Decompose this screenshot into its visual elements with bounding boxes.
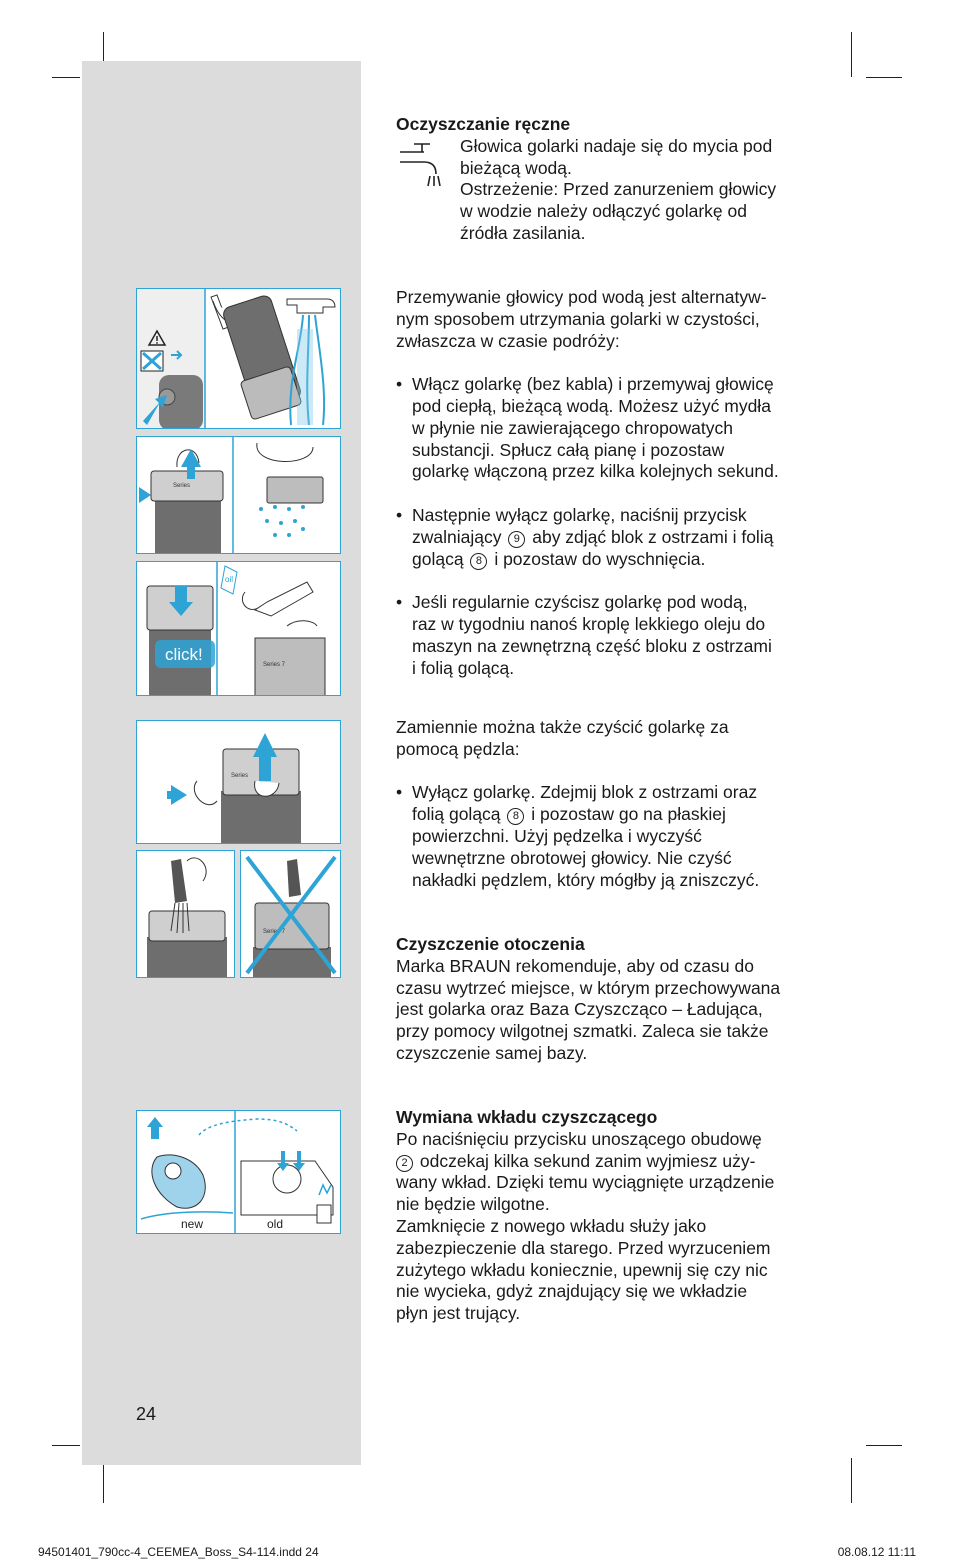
figure-brush-cutter — [136, 850, 235, 978]
section-cartridge — [396, 1107, 826, 1325]
crop-mark — [851, 32, 852, 77]
text-line: Przemywanie głowicy pod wodą jest alternatyw- — [396, 287, 767, 307]
text-line: pomocą pędzla: — [396, 738, 520, 759]
heading-surroundings: Czyszczenie otoczenia — [396, 934, 585, 954]
figure-remove-foil — [136, 720, 341, 844]
click-label: click! — [165, 645, 203, 664]
text-line: Wyłącz golarkę. Zdejmij blok z ostrzami oraz — [412, 782, 758, 803]
crop-mark — [52, 1445, 80, 1446]
text-line: wany wkład. Dzięki temu wyciągnięte urządzenie — [396, 1172, 775, 1193]
bullet-rinse-warm-water — [396, 374, 826, 483]
bullet-dot: • — [396, 504, 403, 525]
text-fragment: i pozostaw do wyschnięcia. — [494, 548, 706, 569]
series-label: Series — [231, 773, 249, 779]
text-line: substancji. Spłucz całą pianę i pozostaw — [412, 439, 725, 460]
crop-mark — [52, 77, 80, 78]
text-line: płyn jest trujący. — [396, 1303, 521, 1324]
heading-cartridge: Wymiana wkładu czyszczącego — [396, 1107, 658, 1127]
section-rinse — [396, 287, 826, 679]
text-line: Ostrzeżenie: Przed zanurzeniem głowicy — [460, 179, 777, 200]
figure-click-and-oil — [136, 561, 341, 696]
bullet-brush — [396, 782, 826, 891]
bullet-remove-and-dry — [396, 505, 826, 570]
text-fragment: aby zdjąć blok z ostrzami i folią — [532, 526, 774, 547]
text-line: pod ciepłą, bieżącą wodą. Możesz użyć mydła — [412, 395, 771, 416]
crop-mark — [866, 1445, 902, 1446]
text-line: wewnętrzne obrotowej głowicy. Nie czyść — [412, 847, 732, 868]
text-line: nie będzie wilgotne. — [396, 1194, 550, 1215]
text-line: nym sposobem utrzymania golarki w czystości, — [396, 308, 760, 329]
text-line: nakładki pędzlem, który mógłby ją zniszczyć. — [412, 869, 760, 890]
section-brush-cleaning — [396, 717, 826, 891]
text-line: raz w tygodniu nanoś kroplę lekkiego oleju do — [412, 613, 766, 634]
text-fragment: odczekaj kilka sekund zanim wyjmiesz uży- — [419, 1150, 756, 1171]
oil-label: oil — [225, 575, 234, 584]
page-number: 24 — [136, 1404, 157, 1424]
crop-mark — [866, 77, 902, 78]
text-fragment: zwalniający — [412, 526, 502, 547]
bullet-dot: • — [396, 782, 403, 803]
footer-timestamp: 08.08.12 11:11 — [837, 1545, 916, 1559]
text-line: i folią golącą. — [412, 657, 515, 678]
text-fragment: folią golącą — [412, 804, 501, 825]
text-line: przy pomocy wilgotnej szmatki. Zaleca sie także — [396, 1021, 769, 1042]
figure-rinse-under-tap — [136, 288, 341, 429]
text-line: bieżącą wodą. — [460, 157, 572, 178]
series-label: Series 7 — [263, 929, 286, 935]
section-surroundings — [396, 934, 826, 1065]
text-line: maszyn na zewnętrzną część bloku z ostrzami — [412, 635, 772, 656]
text-line: źródła zasilania. — [460, 222, 586, 243]
text-line: nie wycieka, gdyż znajdujący się we wkładzie — [396, 1281, 748, 1302]
old-label: old — [267, 1217, 284, 1231]
text-line: Po naciśnięciu przycisku unoszącego obudowę — [396, 1128, 762, 1149]
text-line: czasu wytrzeć miejsce, w którym przechowywana — [396, 977, 781, 998]
reference-number: 2 — [396, 1155, 413, 1172]
bullet-dot: • — [396, 374, 403, 395]
reference-number: 9 — [508, 531, 525, 548]
text-line: golarkę włączoną przez kilka kolejnych sekund. — [412, 461, 779, 482]
text-line: w płynie nie zawierającego chropowatych — [412, 417, 734, 438]
text-fragment: i pozostaw go na płaskiej — [531, 804, 726, 825]
figure-cartridge-exchange — [136, 1110, 341, 1234]
bullet-dot: • — [396, 592, 403, 613]
text-line: zużytego wkładu koniecznie, upewnij się czy nic — [396, 1259, 768, 1280]
figure-brush-foil-forbidden — [240, 850, 341, 978]
text-line: w wodzie należy odłączyć golarkę od — [460, 201, 747, 222]
text-line: Następnie wyłącz golarkę, naciśnij przycisk — [412, 504, 747, 525]
text-line: Marka BRAUN rekomenduje, aby od czasu do — [396, 955, 754, 976]
text-line: Zamiennie można także czyścić golarkę za — [396, 717, 729, 737]
series-label: Series — [173, 483, 191, 489]
text-line: czyszczenie samej bazy. — [396, 1042, 588, 1063]
section-manual-cleaning — [396, 114, 826, 245]
figure-remove-foil-and-dry — [136, 436, 341, 554]
new-label: new — [181, 1217, 204, 1231]
text-line: Jeśli regularnie czyścisz golarkę pod wodą, — [412, 592, 748, 613]
text-line: zabezpieczenie dla starego. Przed wyrzuceniem — [396, 1237, 771, 1258]
series-label: Series 7 — [263, 662, 286, 668]
text-line: Głowica golarki nadaje się do mycia pod — [460, 135, 773, 156]
text-line: zwłaszcza w czasie podróży: — [396, 330, 620, 351]
reference-number: 8 — [507, 808, 524, 825]
text-fragment: golącą — [412, 548, 464, 569]
text-line: Zamknięcie z nowego wkładu służy jako — [396, 1215, 707, 1236]
text-line: powierzchni. Użyj pędzelka i wyczyść — [412, 825, 702, 846]
heading-manual-cleaning: Oczyszczanie ręczne — [396, 114, 571, 134]
reference-number: 8 — [470, 553, 487, 570]
crop-mark — [851, 1458, 852, 1503]
bullet-oil-weekly — [396, 592, 826, 679]
footer-file-info: 94501401_790cc-4_CEEMEA_Boss_S4-114.indd 24 — [38, 1545, 319, 1559]
text-line: jest golarka oraz Baza Czyszcząco – Ładująca, — [396, 999, 763, 1020]
text-line: Włącz golarkę (bez kabla) i przemywaj głowicę — [412, 374, 774, 395]
